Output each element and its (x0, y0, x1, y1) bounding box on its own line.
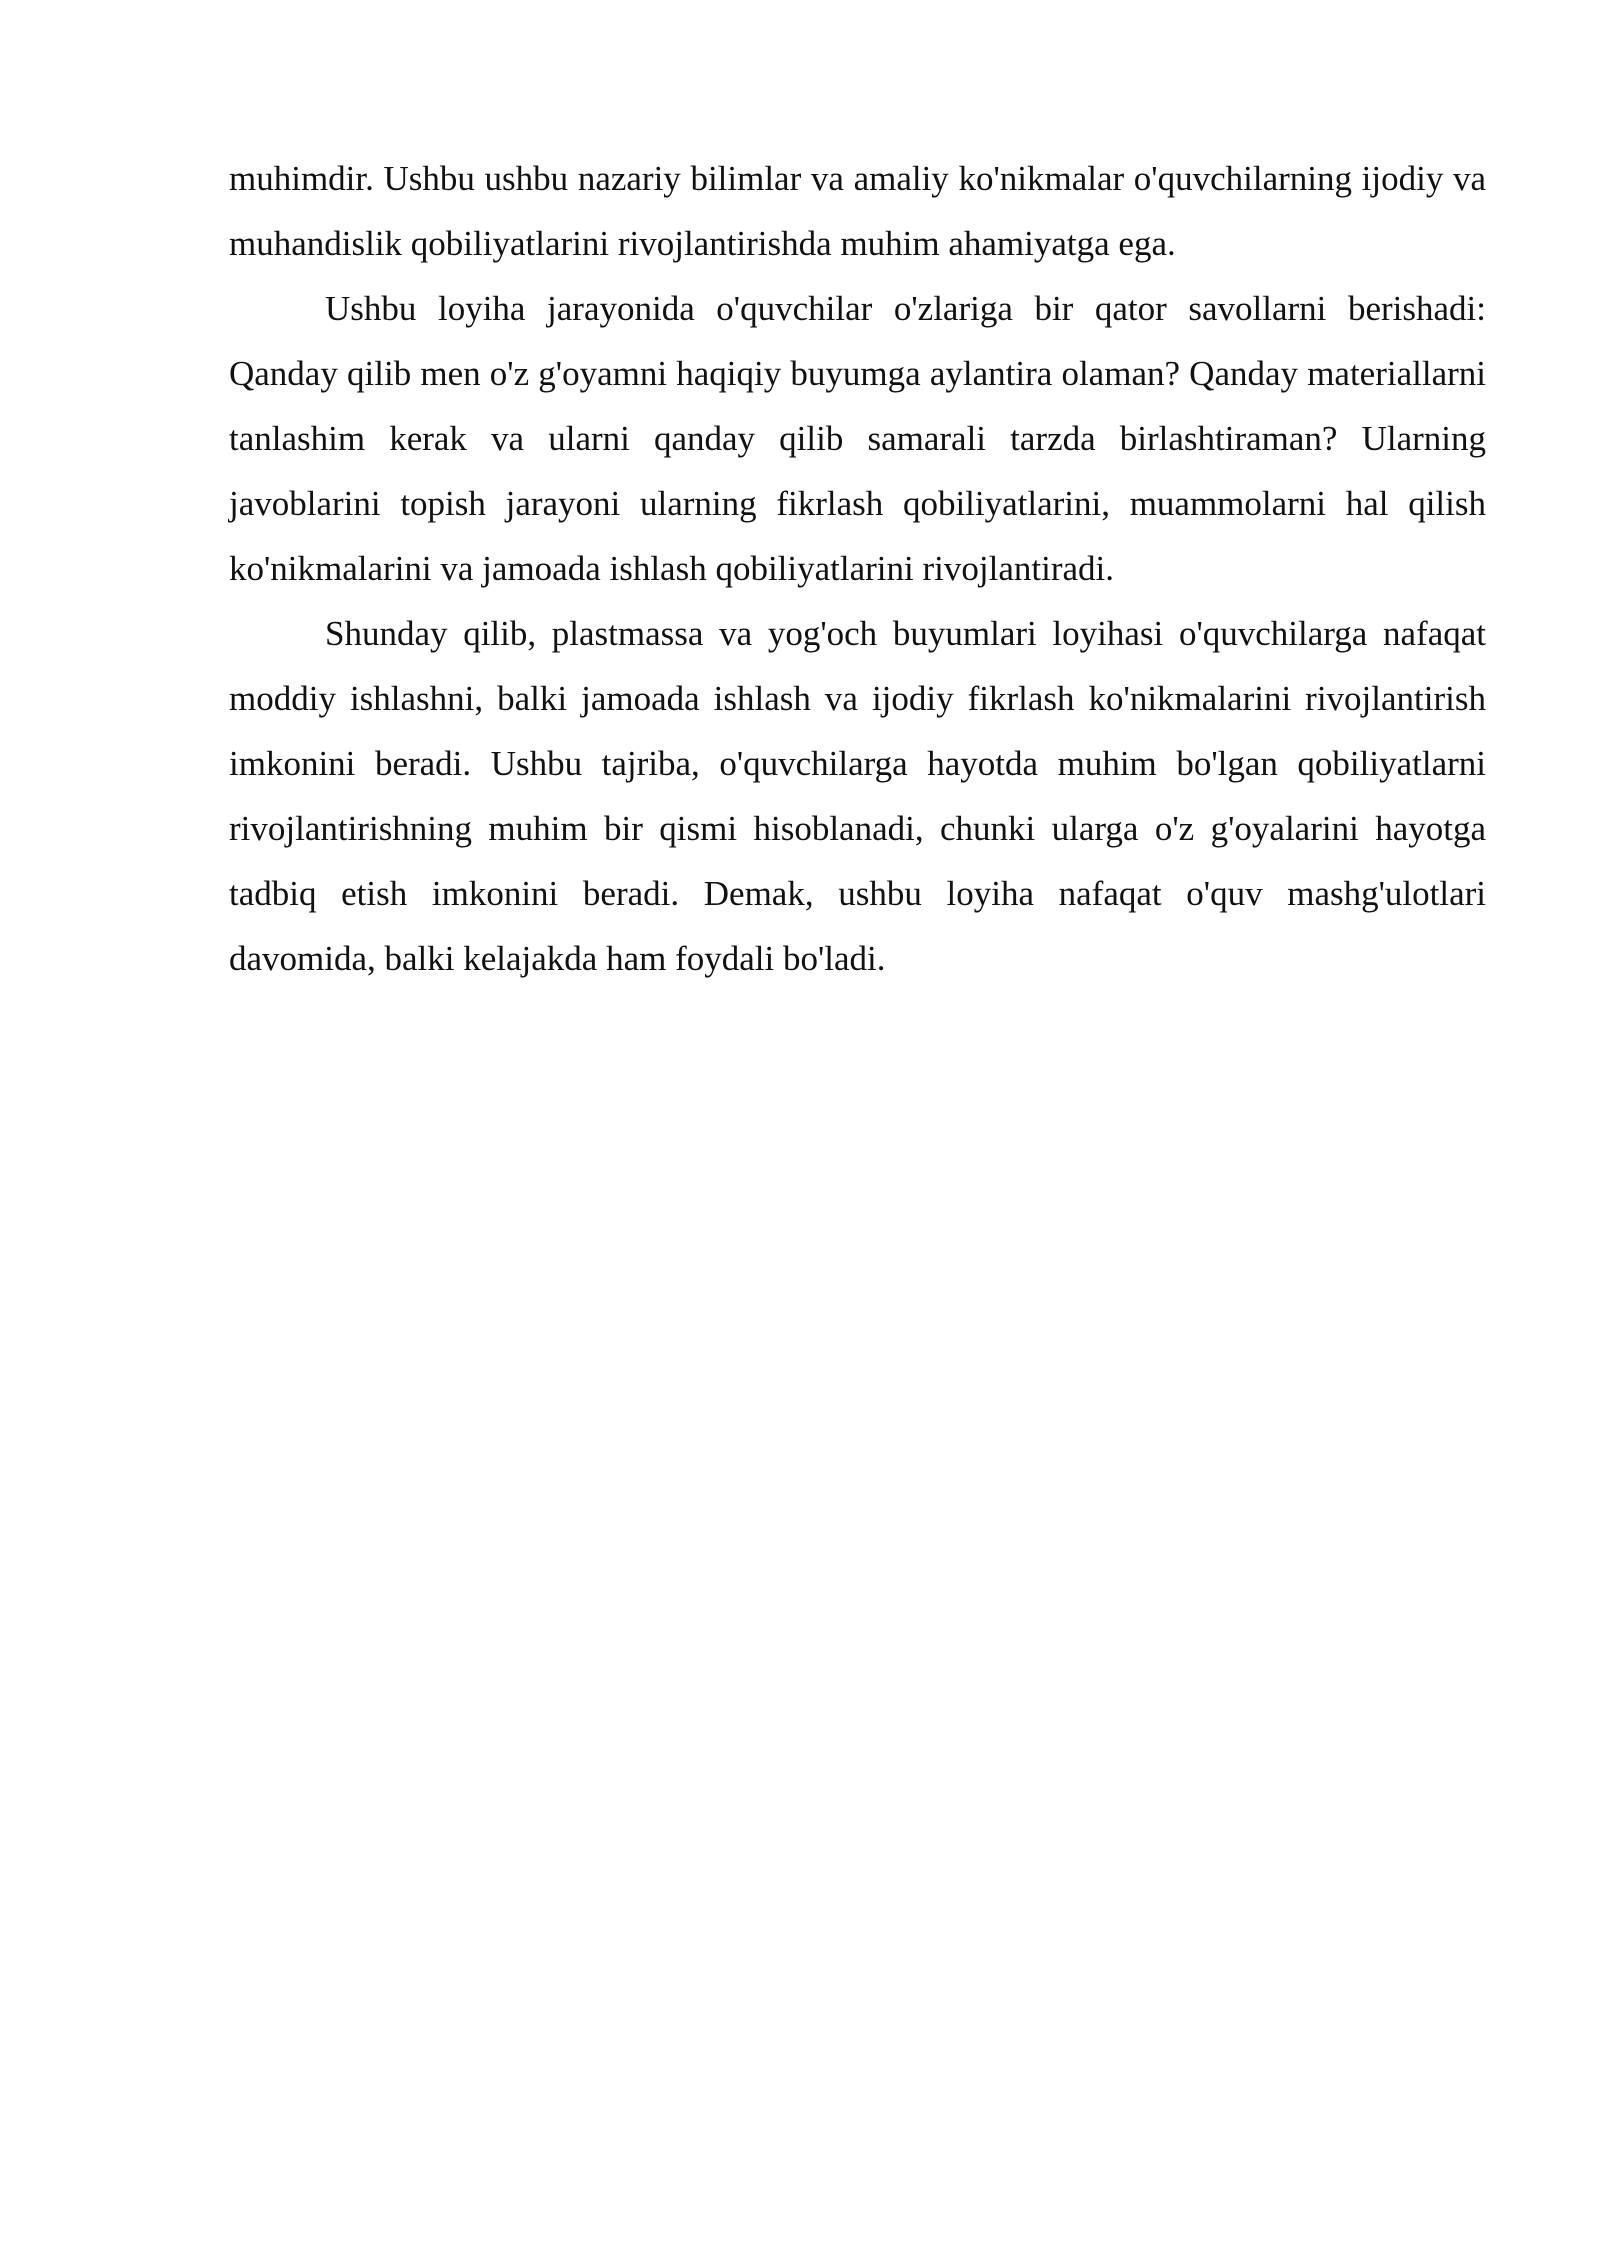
paragraph-project-questions: Ushbu loyiha jarayonida o'quvchilar o'zlariga bir qator savollarni berishadi: Qanday qilib men o'z g'oyamni haqiqiy buyumga aylantira olaman? Qanday materiallarni tanlashim kerak va ularni qanday qilib samarali tarzda birlashtiraman? Ularning javoblarini topish jarayoni ularning fikrlash qobiliyatlarini, muammolarni hal qilish ko'nikmalarini va jamoada ishlash qobiliyatlarini rivojlantiradi. (229, 289, 1486, 588)
paragraph-conclusion: Shunday qilib, plastmassa va yog'och buyumlari loyihasi o'quvchilarga nafaqat moddiy ishlashni, balki jamoada ishlash va ijodiy fikrlash ko'nikmalarini rivojlantirish imkonini beradi. Ushbu tajriba, o'quvchilarga hayotda muhim bo'lgan qobiliyatlarni rivojlantirishning muhim bir qismi hisoblanadi, chunki ularga o'z g'oyalarini hayotga tadbiq etish imkonini beradi. Demak, ushbu loyiha nafaqat o'quv mashg'ulotlari davomida, balki kelajakda ham foydali bo'ladi. (229, 614, 1486, 978)
paragraph-continuation: muhimdir. Ushbu ushbu nazariy bilimlar va amaliy ko'nikmalar o'quvchilarning ijodiy va muhandislik qobiliyatlarini rivojlantirishda muhim ahamiyatga ega. (229, 159, 1486, 263)
document-body (229, 146, 1486, 991)
